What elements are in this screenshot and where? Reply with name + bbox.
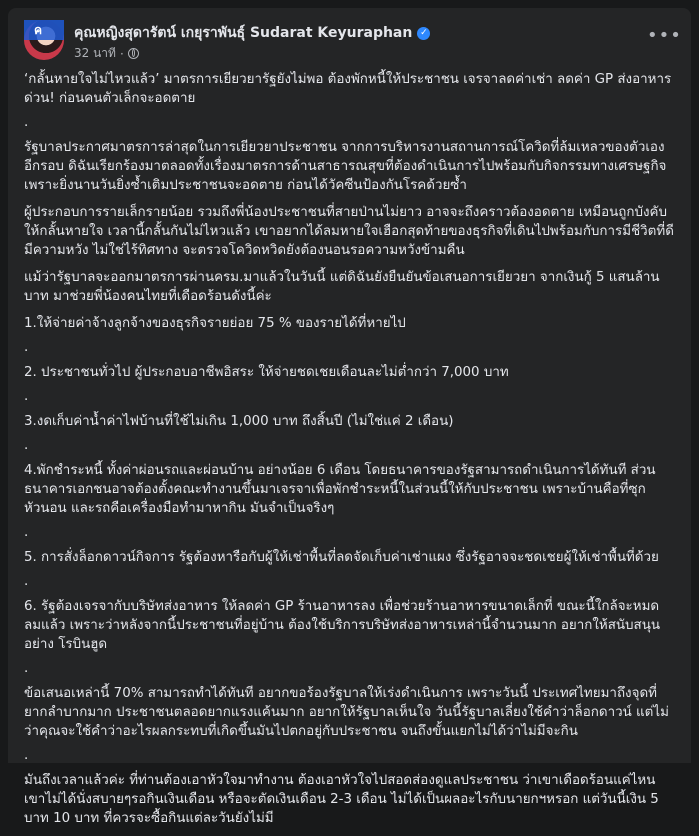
paragraph-separator: .: [24, 525, 29, 540]
verified-icon: ✓: [417, 27, 430, 40]
post-body: [24, 70, 676, 836]
post-paragraph: 1.ให้จ่ายค่าจ้างลูกจ้างของธุรกิจรายย่อย 75 % ของรายได้ที่หายไป: [24, 316, 406, 331]
paragraph-separator: .: [24, 661, 29, 676]
post-paragraph: ข้อเสนอเหล่านี้ 70% สามารถทำได้ทันที อยากขอร้องรัฐบาลให้เร่งดำเนินการ เพราะวันนี้ ประเทศไทยมาถึงจุดที่ยากลำบากมาก ประชาชนตลอดยากแรงแค้นมาก อยากให้รัฐบาลเห็นใจ วันนี้รัฐบาลเลี่ยงใช้คำว่าล็อกดาวน์ แต่ไม่ว่าคุณจะใช้คำว่าอะไรผลกระทบที่เกิดขึ้นมันไปตกอยู่กับประชาชน จนถึงขั้นแยกไม่ได้ว่าไม่มีจะกิน: [24, 686, 669, 739]
paragraph-separator: .: [24, 438, 29, 453]
post-paragraph: 4.พักชำระหนี้ ทั้งค่าผ่อนรถและผ่อนบ้าน อย่างน้อย 6 เดือน โดยธนาคารของรัฐสามารถดำเนินการได้ทันที ส่วนธนาคารเอกชนอาจต้องตั้งคณะทำงานขึ้นมาเจรจาเพื่อพักชำระหนี้ในส่วนนี้ให้กับประชาชน เพราะบ้านคือที่ซุกหัวนอน และรถคือเครื่องมือทำมาหากิน มันจำเป็นจริงๆ: [24, 463, 656, 516]
post-paragraph: 6. รัฐต้องเจรจากับบริษัทส่งอาหาร ให้ลดค่า GP ร้านอาหารลง เพื่อช่วยร้านอาหารขนาดเล็กที่ ขณะนี้ใกล้จะหมดลมแล้ว เพราะว่าหลังจากนี้ประชาชนที่อยู่บ้าน ต้องใช้บริการบริษัทส่งอาหารเหล่านี้จำนวนมาก อยากให้สนับสนุนอย่าง โรบินฮูด: [24, 599, 661, 652]
avatar-badge: [24, 20, 64, 40]
separator-dot: ·: [119, 46, 124, 61]
paragraph-separator: .: [24, 340, 29, 355]
paragraph-separator: .: [24, 389, 29, 404]
post-header: [24, 20, 682, 64]
paragraph-separator: .: [24, 115, 29, 130]
author-name[interactable]: คุณหญิงสุดารัตน์ เกยุราพันธุ์ Sudarat Keyuraphan: [74, 25, 413, 41]
more-options-icon[interactable]: •••: [647, 25, 682, 46]
author-row: [74, 22, 430, 44]
post-paragraph: มันถึงเวลาแล้วค่ะ ที่ท่านต้องเอาหัวใจมาทำงาน ต้องเอาหัวใจไปสอดส่องดูแลประชาชน ว่าเขาเดือดร้อนแค่ไหน เขาไม่ได้นั่งสบายๆรอกินเงินเดือน หรือจะตัดเงินเดือน 2-3 เดือน ไม่ได้เป็นผลอะไรกับนายกฯหรอก แต่วันนี้เงิน 5 บาท 10 บาท ที่ควรจะซื้อกินแต่ละวันยังไม่มี: [24, 773, 659, 826]
post-paragraph: 2. ประชาชนทั่วไป ผู้ประกอบอาชีพอิสระ ให้จ่ายชดเชยเดือนละไม่ต่ำกว่า 7,000 บาท: [24, 365, 509, 380]
globe-icon[interactable]: [128, 48, 139, 59]
post-paragraph: แม้ว่ารัฐบาลจะออกมาตรการผ่านครม.มาแล้วในวันนี้ แต่ดิฉันยังยืนยันข้อเสนอการเยียวยา จากเงินกู้ 5 แสนล้านบาท มาช่วยพี่น้องคนไทยที่เดือดร้อนดังนี้ค่ะ: [24, 270, 660, 304]
paragraph-separator: .: [24, 748, 29, 763]
post-meta: [74, 44, 139, 63]
post-paragraph: ผู้ประกอบการรายเล็กรายน้อย รวมถึงพี่น้องประชาชนที่สายป่านไม่ยาว อาจจะถึงคราวต้องอดตาย เหมือนถูกบังคับให้กลั้นหายใจ เวลานี้กลั้นกันไม่ไหวแล้ว เขาอยากได้ลมหายใจเฮือกสุดท้ายของธุรกิจที่เดินไปพร้อมกับการมีชีวิตที่ดีมีความหวัง ไม่ใช่ไร้ทิศทาง จะตรวจโควิดหวิดยังต้องนอนรอความหวังข้ามคืน: [24, 205, 674, 258]
post-paragraph: 3.งดเก็บค่าน้ำค่าไฟบ้านที่ใช้ไม่เกิน 1,000 บาท ถึงสิ้นปี (ไม่ใช่แค่ 2 เดือน): [24, 414, 454, 429]
post-time[interactable]: 32 นาที: [74, 46, 116, 60]
paragraph-separator: .: [24, 574, 29, 589]
avatar-badge-text: ค: [34, 23, 43, 37]
avatar[interactable]: [24, 20, 64, 60]
post-card: [8, 8, 691, 826]
post-paragraph: รัฐบาลประกาศมาตรการล่าสุดในการเยียวยาประชาชน จากการบริหารงานสถานการณ์โควิดที่ล้มเหลวของตัวเองอีกรอบ ดิฉันเรียกร้องมาตลอดทั้งเรื่องมาตรการด้านสาธารณสุขที่ต้องดำเนินการไปพร้อมกับกิจกรรมทางเศรษฐกิจ เพราะยิ่งนานวันยิ่งซ้ำเติมประชาชนจะอดตาย ก่อนได้วัคซีนป้องกันโรคด้วยซ้ำ: [24, 140, 667, 193]
post-paragraph: 5. การสั่งล็อกดาวน์กิจการ รัฐต้องหารือกับผู้ให้เช่าพื้นที่ลดจัดเก็บค่าเช่าแผง ซึ่งรัฐอาจจะชดเชยผู้ให้เช่าพื้นที่ด้วย: [24, 550, 659, 565]
post-paragraph: ‘กลั้นหายใจไม่ไหวแล้ว’ มาตรการเยียวยารัฐยังไม่พอ ต้องพักหนี้ให้ประชาชน เจรจาลดค่าเช่า ลดค่า GP ส่งอาหาร ด่วน! ก่อนคนตัวเล็กจะอดตาย: [24, 72, 672, 106]
